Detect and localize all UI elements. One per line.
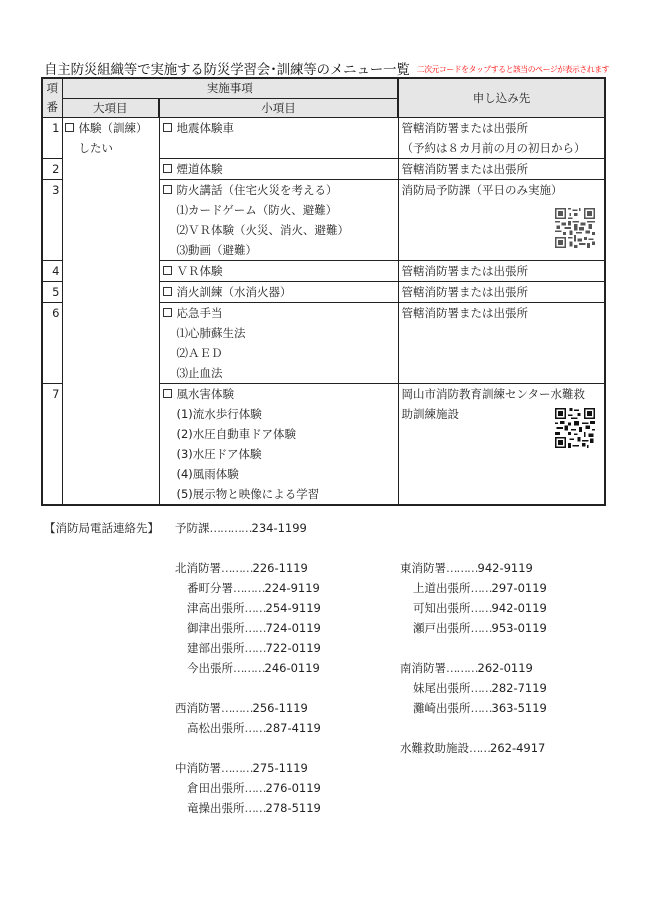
document-title: 自主防災組織等で実施する防災学習会･訓練等のメニュー一覧: [44, 62, 410, 78]
minor-item-title: 応急手当: [176, 306, 223, 320]
apply-to-line: 管轄消防署または出張所: [401, 121, 528, 135]
apply-to-cell: [398, 384, 605, 506]
apply-to-note: （予約は８カ月前の月の初日から）: [401, 141, 586, 155]
phone-number: 297-0119: [491, 581, 547, 595]
phone-number: 262-4917: [490, 741, 546, 755]
phone-number: 246-0119: [264, 661, 320, 675]
contacts-heading: 【消防局電話連絡先】: [44, 521, 159, 535]
contact-kita-station: 北消防署………226-1119: [175, 561, 308, 575]
contact-prevention-division: 予防課…………234-1199: [175, 521, 307, 535]
contact-minami-station: 南消防署………262-0119: [400, 661, 533, 675]
header-apply-to: 申し込み先: [398, 78, 605, 118]
phone-number: 722-0119: [265, 641, 321, 655]
phone-number: 256-1119: [252, 701, 308, 715]
apply-to-cell: [398, 282, 605, 303]
qr-code-icon: [555, 208, 595, 248]
row-number: 5: [42, 282, 62, 303]
phone-number: 275-1119: [252, 761, 308, 775]
apply-to-cell: [398, 159, 605, 180]
contact-higashi-station: 東消防署………942-9119: [400, 561, 533, 575]
apply-to-cell: [398, 180, 605, 261]
checkbox-earthquake-truck[interactable]: [163, 123, 172, 132]
checkbox-fire-extinguishing-drill[interactable]: [163, 287, 172, 296]
phone-number: 254-9119: [265, 601, 321, 615]
phone-number: 282-7119: [491, 681, 547, 695]
minor-item-cell: [159, 118, 398, 159]
contact-takebe-office: 建部出張所……722-0119: [187, 641, 321, 655]
contact-mitsu-office: 御津出張所……724-0119: [187, 621, 321, 635]
contact-takamatsu-office: 高松出張所……287-4119: [187, 721, 321, 735]
apply-to-cell: [398, 303, 605, 384]
header-item-number: 項番: [42, 78, 62, 118]
phone-number: 276-0119: [265, 781, 321, 795]
major-item-label-line2: したい: [78, 141, 113, 155]
row-number: 4: [42, 261, 62, 282]
contact-kurata-office: 倉田出張所……276-0119: [187, 781, 321, 795]
contact-kachi-office: 可知出張所……942-0119: [413, 601, 547, 615]
row-number: 2: [42, 159, 62, 180]
major-item-label-line1: 体験（訓練）: [78, 121, 148, 135]
table-row: [42, 118, 605, 159]
minor-sub-item: ⑶動画（避難）: [176, 243, 257, 257]
minor-sub-item: (2)水圧自動車ドア体験: [176, 427, 296, 441]
menu-table: [41, 77, 606, 506]
minor-item-title: ＶＲ体験: [176, 264, 223, 278]
checkbox-storm-flood-experience[interactable]: [163, 389, 172, 398]
minor-item-cell: [159, 261, 398, 282]
header-implementation: 実施事項: [62, 78, 398, 98]
phone-number: 724-0119: [265, 621, 321, 635]
row-number: 6: [42, 303, 62, 384]
minor-sub-item: (1)流水歩行体験: [176, 407, 262, 421]
minor-item-cell: [159, 384, 398, 506]
checkbox-fire-prevention-talk[interactable]: [163, 185, 172, 194]
apply-to-cell: [398, 118, 605, 159]
major-item-cell: [62, 118, 159, 506]
minor-item-title: 煙道体験: [176, 162, 223, 176]
phone-number: 278-5119: [265, 801, 321, 815]
apply-to-line: 消防局予防課（平日のみ実施）: [401, 183, 563, 197]
qr-instruction-note: 二次元コードをタップすると該当のページが表示されます: [416, 65, 609, 74]
contact-seto-office: 瀬戸出張所……953-0119: [413, 621, 547, 635]
minor-item-cell: [159, 159, 398, 180]
qr-code-water-rescue-facility[interactable]: [555, 408, 595, 448]
minor-item-title: 風水害体験: [176, 387, 234, 401]
apply-to-line: 岡山市消防教育訓練センター水難救: [401, 387, 586, 401]
fire-department-contacts: [44, 520, 604, 840]
minor-sub-item: (5)展示物と映像による学習: [176, 487, 320, 501]
phone-number: 942-0119: [491, 601, 547, 615]
row-number: 7: [42, 384, 62, 506]
phone-number: 224-9119: [264, 581, 320, 595]
minor-sub-item: ⑶止血法: [176, 366, 223, 380]
minor-sub-item: (3)水圧ドア体験: [176, 447, 262, 461]
minor-sub-item: ⑴心肺蘇生法: [176, 326, 246, 340]
contact-nadasaki-office: 灘崎出張所……363-5119: [413, 701, 547, 715]
phone-number: 262-0119: [477, 661, 533, 675]
minor-item-cell: [159, 303, 398, 384]
minor-item-title: 防火講話（住宅火災を考える）: [176, 183, 338, 197]
apply-to-line: 管轄消防署または出張所: [401, 162, 528, 176]
minor-sub-item: ⑵ＡＥＤ: [176, 346, 223, 360]
minor-item-cell: [159, 282, 398, 303]
apply-to-line: 管轄消防署または出張所: [401, 264, 528, 278]
contact-ryuso-office: 竜操出張所……278-5119: [187, 801, 321, 815]
major-item-checkbox[interactable]: [65, 123, 74, 132]
apply-to-line: 管轄消防署または出張所: [401, 306, 528, 320]
header-major-item: 大項目: [62, 98, 159, 117]
phone-number: 234-1199: [251, 521, 307, 535]
minor-item-cell: [159, 180, 398, 261]
contact-joto-office: 上道出張所……297-0119: [413, 581, 547, 595]
checkbox-vr-experience[interactable]: [163, 266, 172, 275]
phone-number: 942-9119: [477, 561, 533, 575]
minor-sub-item: ⑵ＶＲ体験（火災、消火、避難）: [176, 223, 349, 237]
contact-naka-station: 中消防署………275-1119: [175, 761, 308, 775]
phone-number: 226-1119: [252, 561, 308, 575]
qr-code-icon: [555, 408, 595, 448]
row-number: 1: [42, 118, 62, 159]
contact-tsudaka-office: 津高出張所……254-9119: [187, 601, 321, 615]
row-number: 3: [42, 180, 62, 261]
contact-nishi-station: 西消防署………256-1119: [175, 701, 308, 715]
checkbox-smoke-tunnel[interactable]: [163, 164, 172, 173]
apply-to-line: 管轄消防署または出張所: [401, 285, 528, 299]
qr-code-prevention-division[interactable]: [555, 208, 595, 248]
minor-item-title: 地震体験車: [176, 121, 234, 135]
apply-to-cell: [398, 261, 605, 282]
phone-number: 953-0119: [491, 621, 547, 635]
apply-to-line: 助訓練施設: [401, 407, 459, 421]
contact-senoo-office: 妹尾出張所……282-7119: [413, 681, 547, 695]
contact-ima-office: 今出張所………246-0119: [187, 661, 320, 675]
minor-sub-item: ⑴カードゲーム（防火、避難）: [176, 203, 338, 217]
phone-number: 287-4119: [265, 721, 321, 735]
minor-sub-item: (4)風雨体験: [176, 467, 239, 481]
checkbox-first-aid[interactable]: [163, 308, 172, 317]
contact-bancho-branch: 番町分署………224-9119: [187, 581, 320, 595]
title-row: [44, 58, 609, 78]
contact-water-rescue-facility: 水難救助施設……262-4917: [400, 741, 546, 755]
header-minor-item: 小項目: [159, 98, 398, 117]
minor-item-title: 消火訓練（水消火器）: [176, 285, 292, 299]
phone-number: 363-5119: [491, 701, 547, 715]
